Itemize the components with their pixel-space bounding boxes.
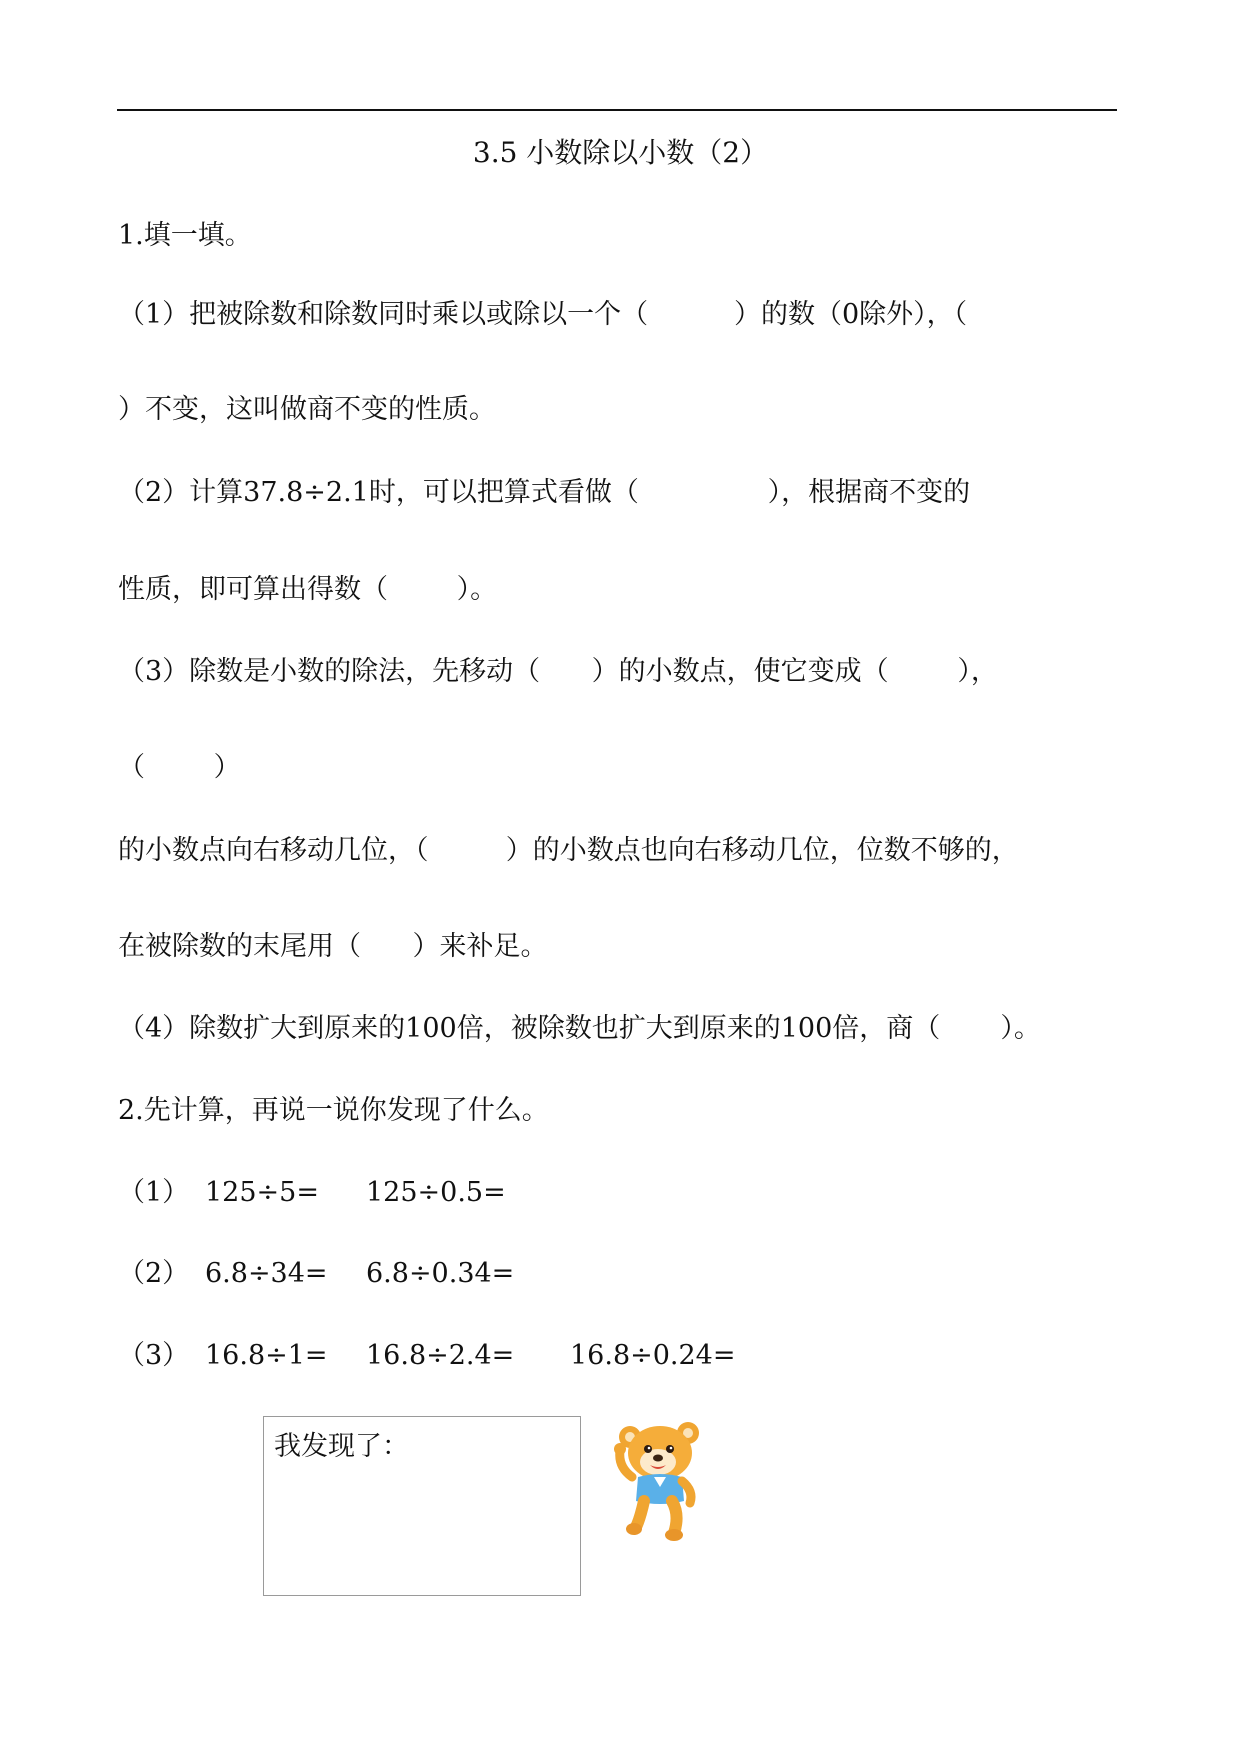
discovery-label: 我发现了： [274, 1431, 409, 1462]
calc-expression: 16.8÷0.24= [570, 1340, 736, 1371]
q1-part3-line2: （ ） [118, 752, 241, 783]
calc-expression: 16.8÷1= [205, 1340, 328, 1371]
q1-heading: 1.填一填。 [118, 220, 252, 251]
calc-row-number: （2） [118, 1258, 190, 1289]
header-rule [117, 109, 1117, 111]
calc-row-number: （3） [118, 1340, 190, 1371]
calc-expression: 6.8÷0.34= [366, 1258, 515, 1289]
discovery-answer-box[interactable] [263, 1416, 581, 1596]
q2-heading: 2.先计算，再说一说你发现了什么。 [118, 1095, 549, 1126]
calc-row-number: （1） [118, 1177, 190, 1208]
calc-expression: 125÷5= [205, 1177, 319, 1208]
q1-part2-line2: 性质，即可算出得数（ ）。 [118, 574, 498, 605]
bear-mascot-icon [610, 1415, 710, 1545]
q1-part3-line1: （3）除数是小数的除法，先移动（ ）的小数点，使它变成（ ）， [118, 656, 998, 687]
q1-part1-line2: ）不变，这叫做商不变的性质。 [118, 394, 496, 425]
q1-part4-line1: （4）除数扩大到原来的100倍，被除数也扩大到原来的100倍，商（ ）。 [118, 1013, 1041, 1044]
q1-part3-line3: 的小数点向右移动几位，（ ）的小数点也向右移动几位，位数不够的， [118, 835, 1019, 866]
calc-expression: 16.8÷2.4= [366, 1340, 515, 1371]
q1-part3-line4: 在被除数的末尾用（ ）来补足。 [118, 931, 548, 962]
calc-expression: 6.8÷34= [205, 1258, 328, 1289]
q1-part2-line1: （2）计算37.8÷2.1时，可以把算式看做（ ），根据商不变的 [118, 477, 971, 508]
page-title: 3.5 小数除以小数（2） [472, 136, 769, 169]
q1-part1-line1: （1）把被除数和除数同时乘以或除以一个（ ）的数（0除外），（ [118, 299, 968, 330]
calc-expression: 125÷0.5= [366, 1177, 506, 1208]
